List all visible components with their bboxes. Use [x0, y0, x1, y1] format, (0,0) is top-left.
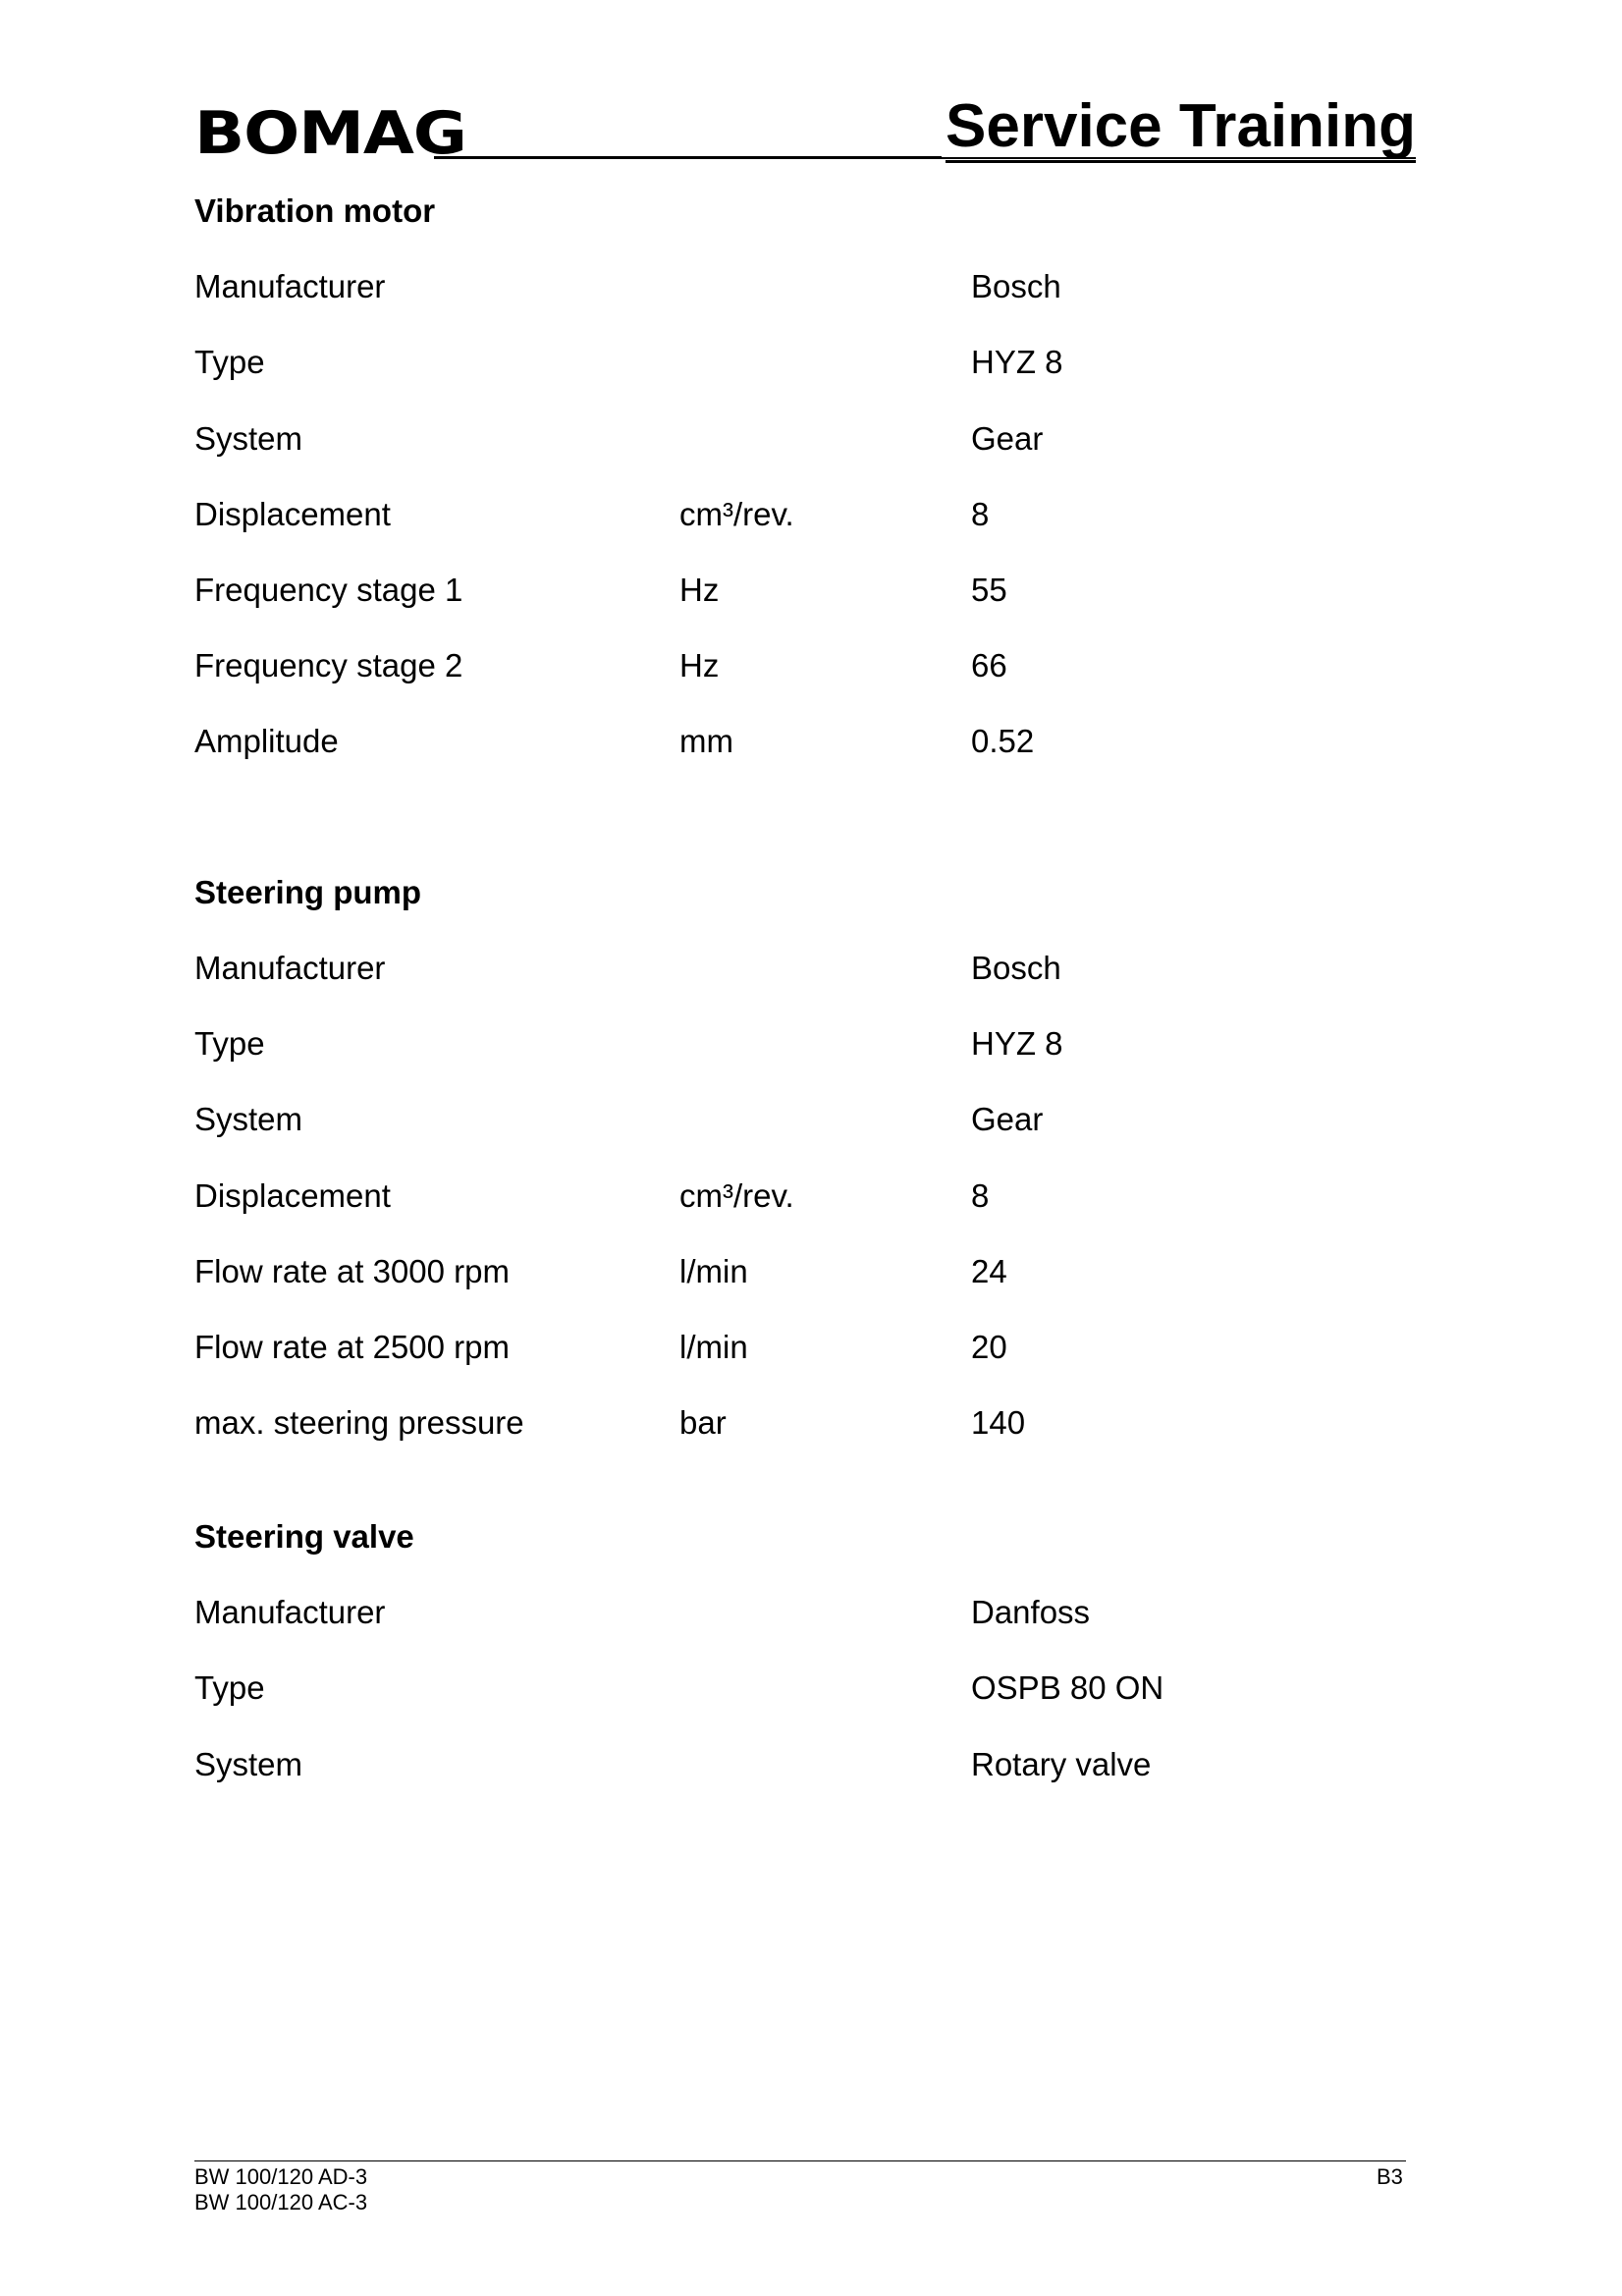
spec-label: Type: [194, 1025, 265, 1062]
footer-rule: [194, 2160, 1406, 2161]
spec-row: [194, 1252, 1416, 1291]
spec-value: Rotary valve: [971, 1746, 1152, 1782]
spec-value: 8: [971, 496, 990, 532]
spec-value: HYZ 8: [971, 1025, 1063, 1062]
spec-row: [194, 1100, 1416, 1139]
spec-value: Bosch: [971, 950, 1061, 986]
spec-label: Type: [194, 1669, 265, 1706]
spec-label: Manufacturer: [194, 1594, 386, 1630]
footer-model-line: BW 100/120 AD-3: [194, 2164, 368, 2189]
spec-row: [194, 1176, 1416, 1216]
spec-row: [194, 1024, 1416, 1064]
spec-label: Manufacturer: [194, 268, 386, 304]
spec-unit: cm³/rev.: [679, 496, 794, 532]
spec-row: [194, 646, 1416, 685]
spec-label: Flow rate at 3000 rpm: [194, 1253, 510, 1289]
spec-label: System: [194, 1746, 303, 1782]
spec-row: [194, 1593, 1416, 1632]
spec-label: System: [194, 420, 303, 457]
spec-value: 24: [971, 1253, 1007, 1289]
bomag-logo: BOMAG: [194, 99, 466, 168]
spec-label: max. steering pressure: [194, 1404, 524, 1441]
spec-value: Gear: [971, 420, 1044, 457]
spec-row: [194, 571, 1416, 610]
spec-value: Gear: [971, 1101, 1044, 1137]
section-title-steering-pump: Steering pump: [194, 874, 422, 910]
spec-unit: cm³/rev.: [679, 1177, 794, 1214]
spec-row: [194, 1668, 1416, 1708]
spec-value: 20: [971, 1329, 1007, 1365]
spec-value: Danfoss: [971, 1594, 1091, 1630]
spec-row: [194, 343, 1416, 382]
spec-unit: mm: [679, 723, 733, 759]
footer-page-ref: B3: [1377, 2164, 1403, 2189]
section-title-vibration-motor: Vibration motor: [194, 192, 436, 229]
footer-model-line: BW 100/120 AC-3: [194, 2190, 368, 2214]
spec-unit: l/min: [679, 1253, 748, 1289]
spec-label: Displacement: [194, 496, 391, 532]
spec-value: 140: [971, 1404, 1026, 1441]
spec-value: OSPB 80 ON: [971, 1669, 1164, 1706]
spec-row: [194, 1328, 1416, 1367]
spec-row: [194, 267, 1416, 306]
spec-label: Frequency stage 2: [194, 647, 463, 683]
spec-row: [194, 722, 1416, 761]
spec-label: Displacement: [194, 1177, 391, 1214]
spec-label: Frequency stage 1: [194, 572, 463, 608]
spec-label: Manufacturer: [194, 950, 386, 986]
spec-row: [194, 1745, 1416, 1784]
spec-unit: bar: [679, 1404, 727, 1441]
spec-value: 0.52: [971, 723, 1035, 759]
page-title: [942, 92, 1416, 160]
spec-value: HYZ 8: [971, 344, 1063, 380]
spec-value: 66: [971, 647, 1007, 683]
spec-label: Amplitude: [194, 723, 339, 759]
spec-label: Flow rate at 2500 rpm: [194, 1329, 510, 1365]
section-title-steering-valve: Steering valve: [194, 1518, 414, 1555]
spec-unit: l/min: [679, 1329, 748, 1365]
page-title-text: Service Training: [946, 92, 1416, 163]
spec-label: Type: [194, 344, 265, 380]
spec-row: [194, 1403, 1416, 1443]
page-header: [194, 92, 1416, 168]
spec-row: [194, 495, 1416, 534]
spec-value: 55: [971, 572, 1007, 608]
spec-unit: Hz: [679, 572, 720, 608]
spec-value: Bosch: [971, 268, 1061, 304]
spec-unit: Hz: [679, 647, 720, 683]
spec-row: [194, 419, 1416, 459]
spec-label: System: [194, 1101, 303, 1137]
spec-value: 8: [971, 1177, 990, 1214]
spec-row: [194, 949, 1416, 988]
footer-models: [194, 2164, 367, 2215]
